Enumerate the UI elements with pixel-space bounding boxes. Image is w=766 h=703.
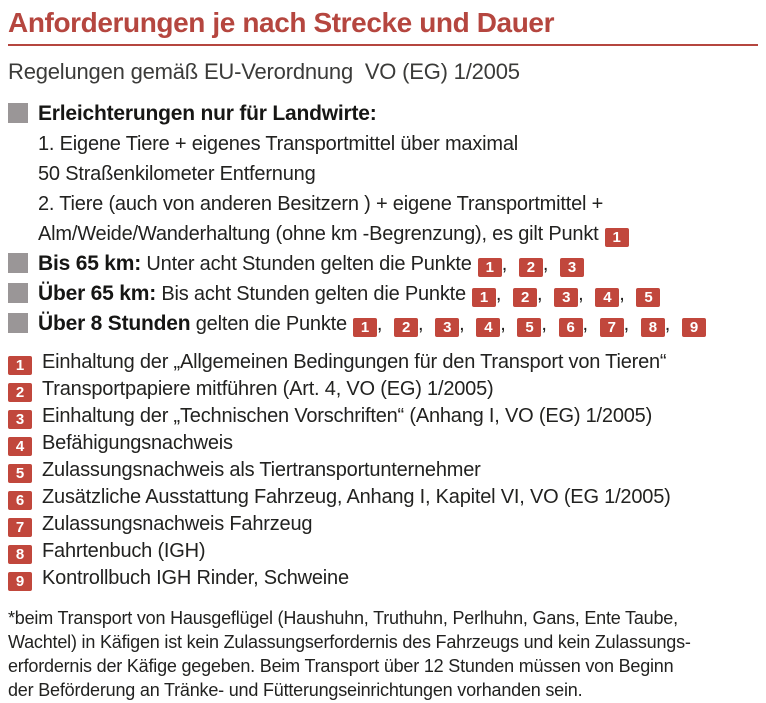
point-badge-5: 5 <box>636 288 660 307</box>
point-badge-7: 7 <box>8 518 32 537</box>
point-badge-6: 6 <box>559 318 583 337</box>
point-badge-1: 1 <box>605 228 629 247</box>
legend-item-text: Befähigungsnachweis <box>42 432 233 454</box>
point-badge-2: 2 <box>513 288 537 307</box>
badge-separator: , <box>459 313 471 335</box>
point-badge-1: 1 <box>472 288 496 307</box>
bullet-square-icon <box>8 103 28 123</box>
badge-separator: , <box>500 313 512 335</box>
legend-item <box>8 349 758 376</box>
point-badge-5: 5 <box>517 318 541 337</box>
badge-separator: , <box>418 313 430 335</box>
bullet-square-icon <box>8 313 28 333</box>
rule-line <box>8 129 758 159</box>
legend-item <box>8 565 758 592</box>
footnote-line: Wachtel) in Käfigen ist kein Zulassungserfordernis des Fahrzeugs und kein Zulassungs- <box>8 632 691 652</box>
legend-item <box>8 376 758 403</box>
rule-text: Alm/Weide/Wanderhaltung (ohne km -Begrenzung), es gilt Punkt <box>38 223 599 245</box>
point-badge-6: 6 <box>8 491 32 510</box>
legend-item-text: Zulassungsnachweis Fahrzeug <box>42 513 313 535</box>
title-underline <box>8 44 758 46</box>
rule-text: 50 Straßenkilometer Entfernung <box>38 163 316 185</box>
rule-line <box>8 189 758 219</box>
rule-heading: Über 8 Stunden <box>38 312 191 335</box>
badge-separator: , <box>578 283 590 305</box>
footnote-line: *beim Transport von Hausgeflügel (Haushuhn, Truthuhn, Perlhuhn, Gans, Ente Taube, <box>8 608 678 628</box>
legend-item-text: Fahrtenbuch (IGH) <box>42 540 206 562</box>
badge-separator: , <box>376 313 389 335</box>
legend-item <box>8 538 758 565</box>
rule-heading: Über 65 km: <box>38 282 157 305</box>
point-badge-7: 7 <box>600 318 624 337</box>
legend-item-text: Zulassungsnachweis als Tiertransportunternehmer <box>42 459 481 481</box>
bullet-square-icon <box>8 283 28 303</box>
point-badge-2: 2 <box>519 258 543 277</box>
rule-text: Unter acht Stunden gelten die Punkte <box>146 253 472 275</box>
footnote-line: der Beförderung an Tränke- und Fütterungseinrichtungen vorhanden sein. <box>8 680 583 700</box>
badge-separator: , <box>501 253 513 275</box>
footnote <box>8 606 758 702</box>
point-badge-8: 8 <box>641 318 665 337</box>
rule-line <box>8 249 758 279</box>
rule-line <box>8 279 758 309</box>
rule-line <box>8 99 758 129</box>
badge-separator: , <box>537 283 549 305</box>
point-badge-2: 2 <box>8 383 32 402</box>
rule-text: Bis acht Stunden gelten die Punkte <box>161 283 466 305</box>
point-badge-5: 5 <box>8 464 32 483</box>
rule-line <box>8 219 758 249</box>
legend-item-text: Einhaltung der „Technischen Vorschriften“ (Anhang I, VO (EG) 1/2005) <box>42 405 653 427</box>
legend-item <box>8 430 758 457</box>
badge-separator: , <box>582 313 594 335</box>
legend-item-text: Einhaltung der „Allgemeinen Bedingungen für den Transport von Tieren“ <box>42 351 667 373</box>
legend-item-text: Zusätzliche Ausstattung Fahrzeug, Anhang I, Kapitel VI, VO (EG 1/2005) <box>42 486 671 508</box>
legend-item <box>8 403 758 430</box>
legend-item <box>8 457 758 484</box>
point-badge-3: 3 <box>8 410 32 429</box>
badge-separator: , <box>541 313 553 335</box>
legend-item <box>8 511 758 538</box>
subtitle: Regelungen gemäß EU-Verordnung VO (EG) 1/2005 <box>8 59 520 84</box>
rule-text: 1. Eigene Tiere + eigenes Transportmittel über maximal <box>38 133 519 155</box>
badge-separator: , <box>623 313 635 335</box>
point-badge-8: 8 <box>8 545 32 564</box>
footnote-line: erfordernis der Käfige gegeben. Beim Transport über 12 Stunden müssen von Beginn <box>8 656 674 676</box>
point-badge-2: 2 <box>394 318 418 337</box>
badge-separator: , <box>664 313 676 335</box>
point-badge-3: 3 <box>560 258 584 277</box>
point-badge-4: 4 <box>8 437 32 456</box>
point-badge-9: 9 <box>682 318 706 337</box>
bullet-square-icon <box>8 253 28 273</box>
page-title: Anforderungen je nach Strecke und Dauer <box>8 7 555 38</box>
rule-line <box>8 309 758 339</box>
point-badge-4: 4 <box>595 288 619 307</box>
numbered-legend <box>8 349 758 592</box>
requirements-sections <box>8 99 758 339</box>
rule-heading: Bis 65 km: <box>38 252 142 275</box>
rule-text: 2. Tiere (auch von anderen Besitzern ) + eigene Transportmittel + <box>38 193 604 215</box>
rule-line <box>8 159 758 189</box>
badge-separator: , <box>619 283 631 305</box>
point-badge-3: 3 <box>435 318 459 337</box>
legend-item-text: Kontrollbuch IGH Rinder, Schweine <box>42 567 349 589</box>
point-badge-1: 1 <box>8 356 32 375</box>
legend-item-text: Transportpapiere mitführen (Art. 4, VO (EG) 1/2005) <box>42 378 494 400</box>
badge-separator: , <box>495 283 508 305</box>
point-badge-4: 4 <box>476 318 500 337</box>
rule-text: gelten die Punkte <box>195 313 347 335</box>
legend-item <box>8 484 758 511</box>
point-badge-1: 1 <box>353 318 377 337</box>
rule-heading: Erleichterungen nur für Landwirte: <box>38 102 377 125</box>
point-badge-3: 3 <box>554 288 578 307</box>
point-badge-9: 9 <box>8 572 32 591</box>
badge-separator: , <box>542 253 554 275</box>
point-badge-1: 1 <box>478 258 502 277</box>
